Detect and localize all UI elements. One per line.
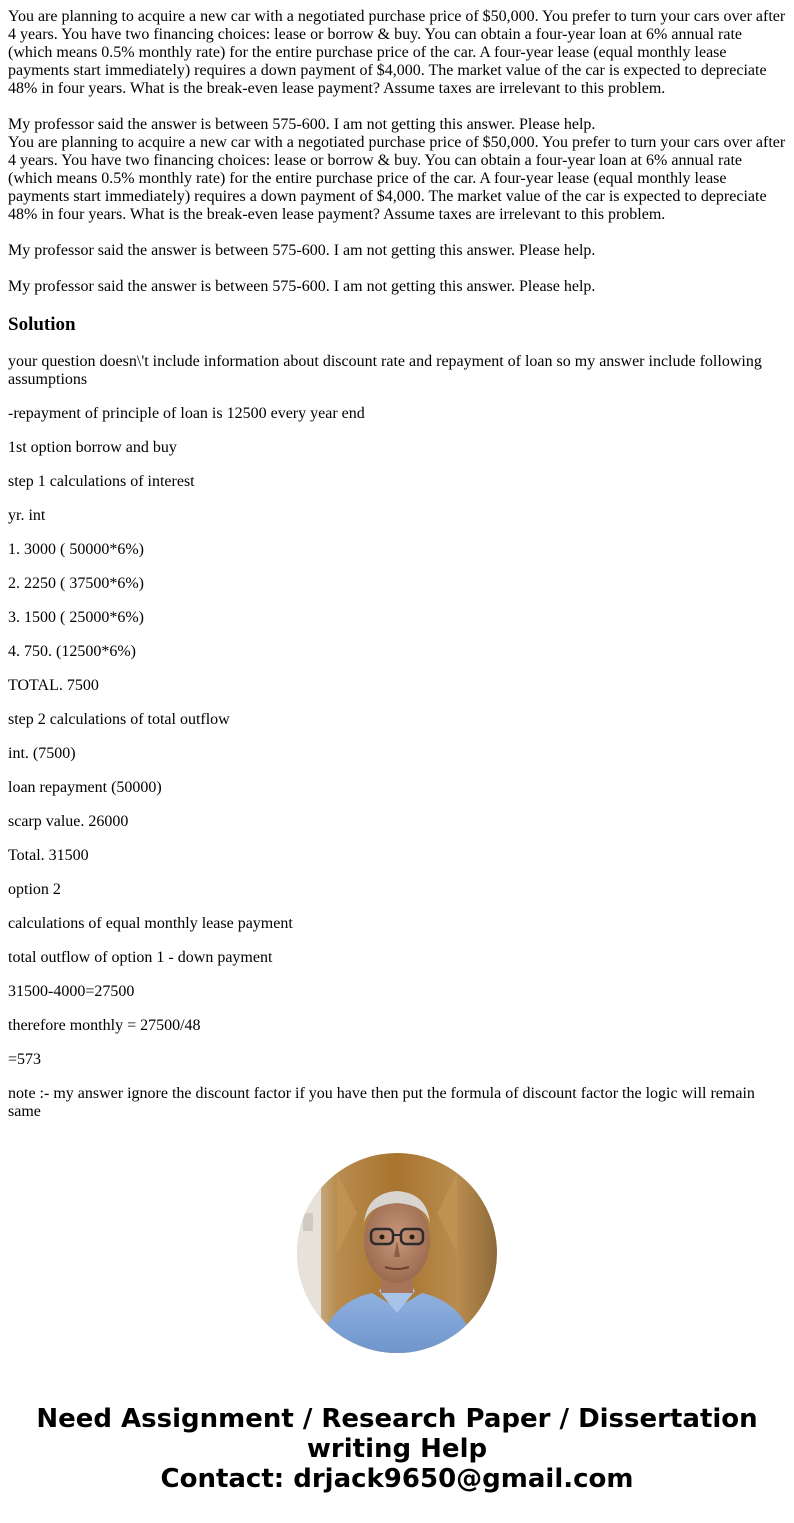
solution-line: therefore monthly = 27500/48 (8, 1017, 201, 1034)
portrait-image (297, 1153, 497, 1353)
solution-line: yr. int (8, 507, 46, 524)
question-block (8, 8, 788, 296)
professor-note: My professor said the answer is between 575-600. I am not getting this answer. Please help. (8, 242, 596, 259)
solution-line: loan repayment (50000) (8, 779, 162, 796)
solution-line: =573 (8, 1051, 42, 1068)
professor-note: My professor said the answer is between 575-600. I am not getting this answer. Please help. (8, 116, 596, 133)
solution-line: your question doesn\'t include information about discount rate and repayment of loan so my answer include following assumptions (8, 353, 762, 388)
solution-line: 2. 2250 ( 37500*6%) (8, 575, 144, 592)
promo-line: Need Assignment / Research Paper / Dissertation (36, 1404, 758, 1434)
solution-line: calculations of equal monthly lease payment (8, 915, 293, 932)
solution-heading: Solution (8, 314, 76, 335)
promo-banner (0, 1404, 794, 1494)
question-paragraph: You are planning to acquire a new car with a negotiated purchase price of $50,000. You prefer to turn your cars over after 4 years. You have two financing choices: lease or borrow & buy. You can obtain a four-year loan at 6% annual rate (which means 0.5% monthly rate) for the entire purchase price of the car. A four-year lease (equal monthly lease payments start immediately) requires a down payment of $4,000. The market value of the car is expected to depreciate 48% in four years. What is the break-even lease payment? Assume taxes are irrelevant to this problem. (8, 134, 786, 223)
professor-note: My professor said the answer is between 575-600. I am not getting this answer. Please help. (8, 278, 596, 295)
solution-line: option 2 (8, 881, 61, 898)
solution-line: int. (7500) (8, 745, 76, 762)
promo-contact: Contact: drjack9650@gmail.com (160, 1464, 634, 1494)
solution-line: note :- my answer ignore the discount factor if you have then put the formula of discount factor the logic will remain same (8, 1085, 755, 1120)
solution-line: 1st option borrow and buy (8, 439, 177, 456)
question-paragraph: You are planning to acquire a new car with a negotiated purchase price of $50,000. You prefer to turn your cars over after 4 years. You have two financing choices: lease or borrow & buy. You can obtain a four-year loan at 6% annual rate (which means 0.5% monthly rate) for the entire purchase price of the car. A four-year lease (equal monthly lease payments start immediately) requires a down payment of $4,000. The market value of the car is expected to depreciate 48% in four years. What is the break-even lease payment? Assume taxes are irrelevant to this problem. (8, 8, 786, 97)
solution-line: 1. 3000 ( 50000*6%) (8, 541, 144, 558)
page-content (8, 8, 788, 1121)
solution-line: scarp value. 26000 (8, 813, 129, 830)
solution-line: total outflow of option 1 - down payment (8, 949, 273, 966)
author-photo (297, 1153, 497, 1353)
solution-line: step 2 calculations of total outflow (8, 711, 230, 728)
solution-body (8, 353, 788, 1121)
solution-line: step 1 calculations of interest (8, 473, 195, 490)
promo-line: writing Help (306, 1434, 488, 1464)
solution-line: Total. 31500 (8, 847, 89, 864)
solution-line: 3. 1500 ( 25000*6%) (8, 609, 144, 626)
solution-line: 31500-4000=27500 (8, 983, 135, 1000)
solution-line: TOTAL. 7500 (8, 677, 99, 694)
solution-line: -repayment of principle of loan is 12500 every year end (8, 405, 365, 422)
solution-line: 4. 750. (12500*6%) (8, 643, 136, 660)
